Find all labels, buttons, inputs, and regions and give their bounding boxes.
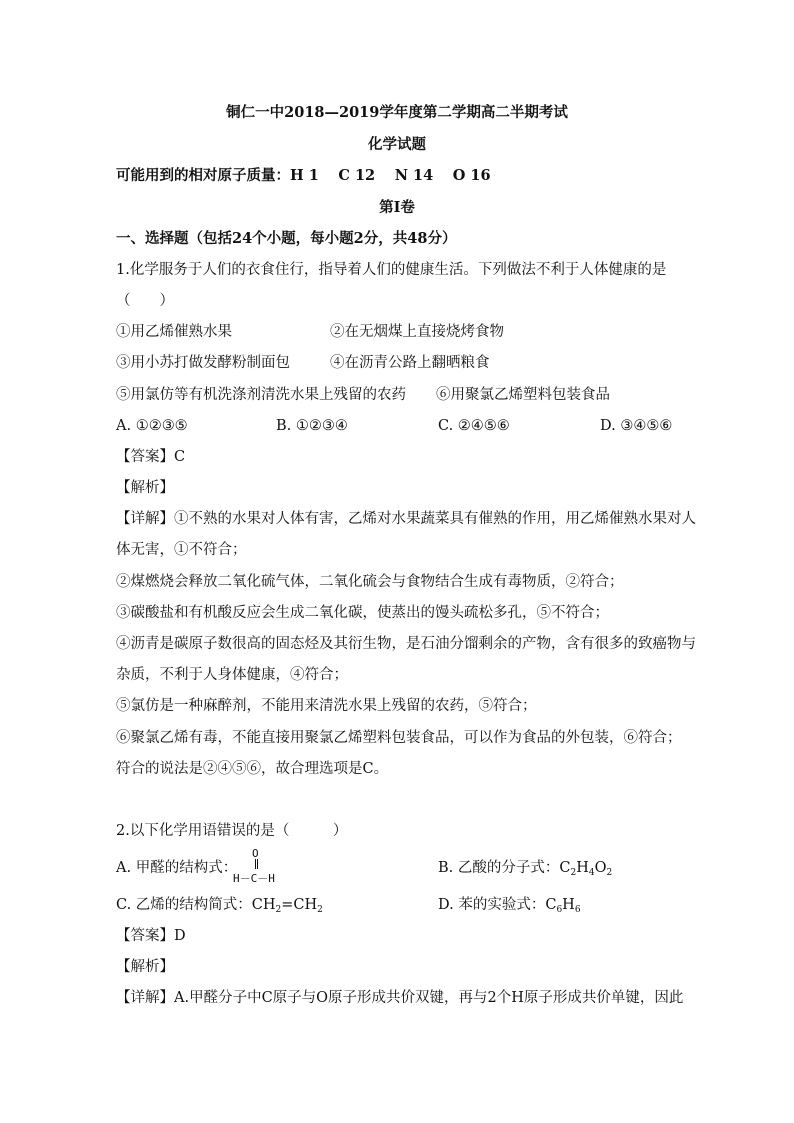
q2-detail: 【详解】A.甲醛分子中C原子与O原子形成共价双键，再与2个H原子形成共价单键，因此 — [116, 990, 684, 1006]
q2-option-c — [116, 895, 323, 920]
atomic-mass-line: 可能用到的相对原子质量：H 1 C 12 N 14 O 16 — [116, 167, 491, 184]
q1-option-d: D. ③④⑤⑥ — [600, 418, 673, 434]
section-heading: 一、选择题（包括24个小题，每小题2分，共48分） — [116, 230, 457, 247]
q1-item-5: ⑤用氯仿等有机洗涤剂清洗水果上残留的农药 — [116, 387, 406, 403]
q2-option-d — [438, 895, 581, 920]
q1-option-a: A. ①②③⑤ — [116, 418, 188, 434]
q1-answer: 【答案】C — [116, 449, 186, 465]
structure-row: H－C－H — [233, 872, 275, 885]
q1-stem: 1.化学服务于人们的衣食住行，指导着人们的健康生活。下列做法不利于人体健康的是 — [116, 262, 667, 278]
q2-answer: 【答案】D — [116, 928, 186, 944]
q1-item-3: ③用小苏打做发酵粉制面包 — [116, 355, 290, 371]
formula-b: $C_2H_4O_2$ — [559, 860, 613, 878]
q1-analysis: 【解析】 — [116, 480, 174, 496]
q1-detail-1: 【详解】①不熟的水果对人体有害，乙烯对水果蔬菜具有催熟的作用，用乙烯催熟水果对人 — [116, 511, 696, 527]
q1-detail-4: ④沥青是碳原子数很高的固态烃及其衍生物，是石油分馏剩余的产物，含有很多的致癌物与 — [116, 636, 696, 652]
volume-heading: 第Ⅰ卷 — [379, 199, 415, 216]
q1-detail-5: ⑤氯仿是一种麻醉剂，不能用来清洗水果上残留的农药，⑤符合； — [116, 698, 537, 714]
q1-detail-2: ②煤燃烧会释放二氧化硫气体，二氧化硫会与食物结合生成有毒物质，②符合； — [116, 574, 624, 590]
q2-stem: 2.以下化学用语错误的是（ ） — [116, 823, 348, 839]
q1-item-4: ④在沥青公路上翻晒粮食 — [330, 355, 490, 371]
q1-option-c: C. ②④⑤⑥ — [438, 418, 510, 434]
q1-conclusion: 符合的说法是②④⑤⑥，故合理选项是C。 — [116, 761, 389, 777]
q2-option-b — [438, 858, 612, 883]
double-bond — [255, 859, 258, 869]
q1-item-2: ②在无烟煤上直接烧烤食物 — [330, 324, 504, 340]
exam-title: 铜仁一中2018—2019学年度第二学期高二半期考试 — [226, 104, 568, 121]
q1-item-6: ⑥用聚氯乙烯塑料包装食品 — [436, 387, 610, 403]
formula-d: $C_6H_6$ — [545, 897, 581, 915]
q2-option-d-label: D. 苯的实验式： — [438, 897, 546, 913]
q2-option-b-label: B. 乙酸的分子式： — [438, 860, 560, 876]
q2-option-c-label: C. 乙烯的结构简式： — [116, 897, 252, 913]
formaldehyde-structure — [233, 847, 285, 887]
q1-detail-1b: 体无害，①不符合； — [116, 542, 247, 558]
q1-detail-6: ⑥聚氯乙烯有毒，不能直接用聚氯乙烯塑料包装食品，可以作为食品的外包装，⑥符合； — [116, 730, 682, 746]
q1-option-b: B. ①②③④ — [276, 418, 348, 434]
structure-oxygen: O — [252, 847, 259, 860]
q1-detail-3: ③碳酸盐和有机酸反应会生成二氧化碳，使蒸出的馒头疏松多孔，⑤不符合； — [116, 605, 609, 621]
q1-item-1: ①用乙烯催熟水果 — [116, 324, 232, 340]
q2-analysis: 【解析】 — [116, 959, 174, 975]
q1-detail-4b: 杂质，不利于人身体健康，④符合； — [116, 667, 348, 683]
formula-c: $CH_2=CH_2$ — [251, 897, 323, 915]
q2-option-a-label: A. 甲醛的结构式： — [116, 860, 238, 876]
q1-blank: （ ） — [116, 293, 174, 309]
exam-subtitle: 化学试题 — [368, 136, 426, 153]
